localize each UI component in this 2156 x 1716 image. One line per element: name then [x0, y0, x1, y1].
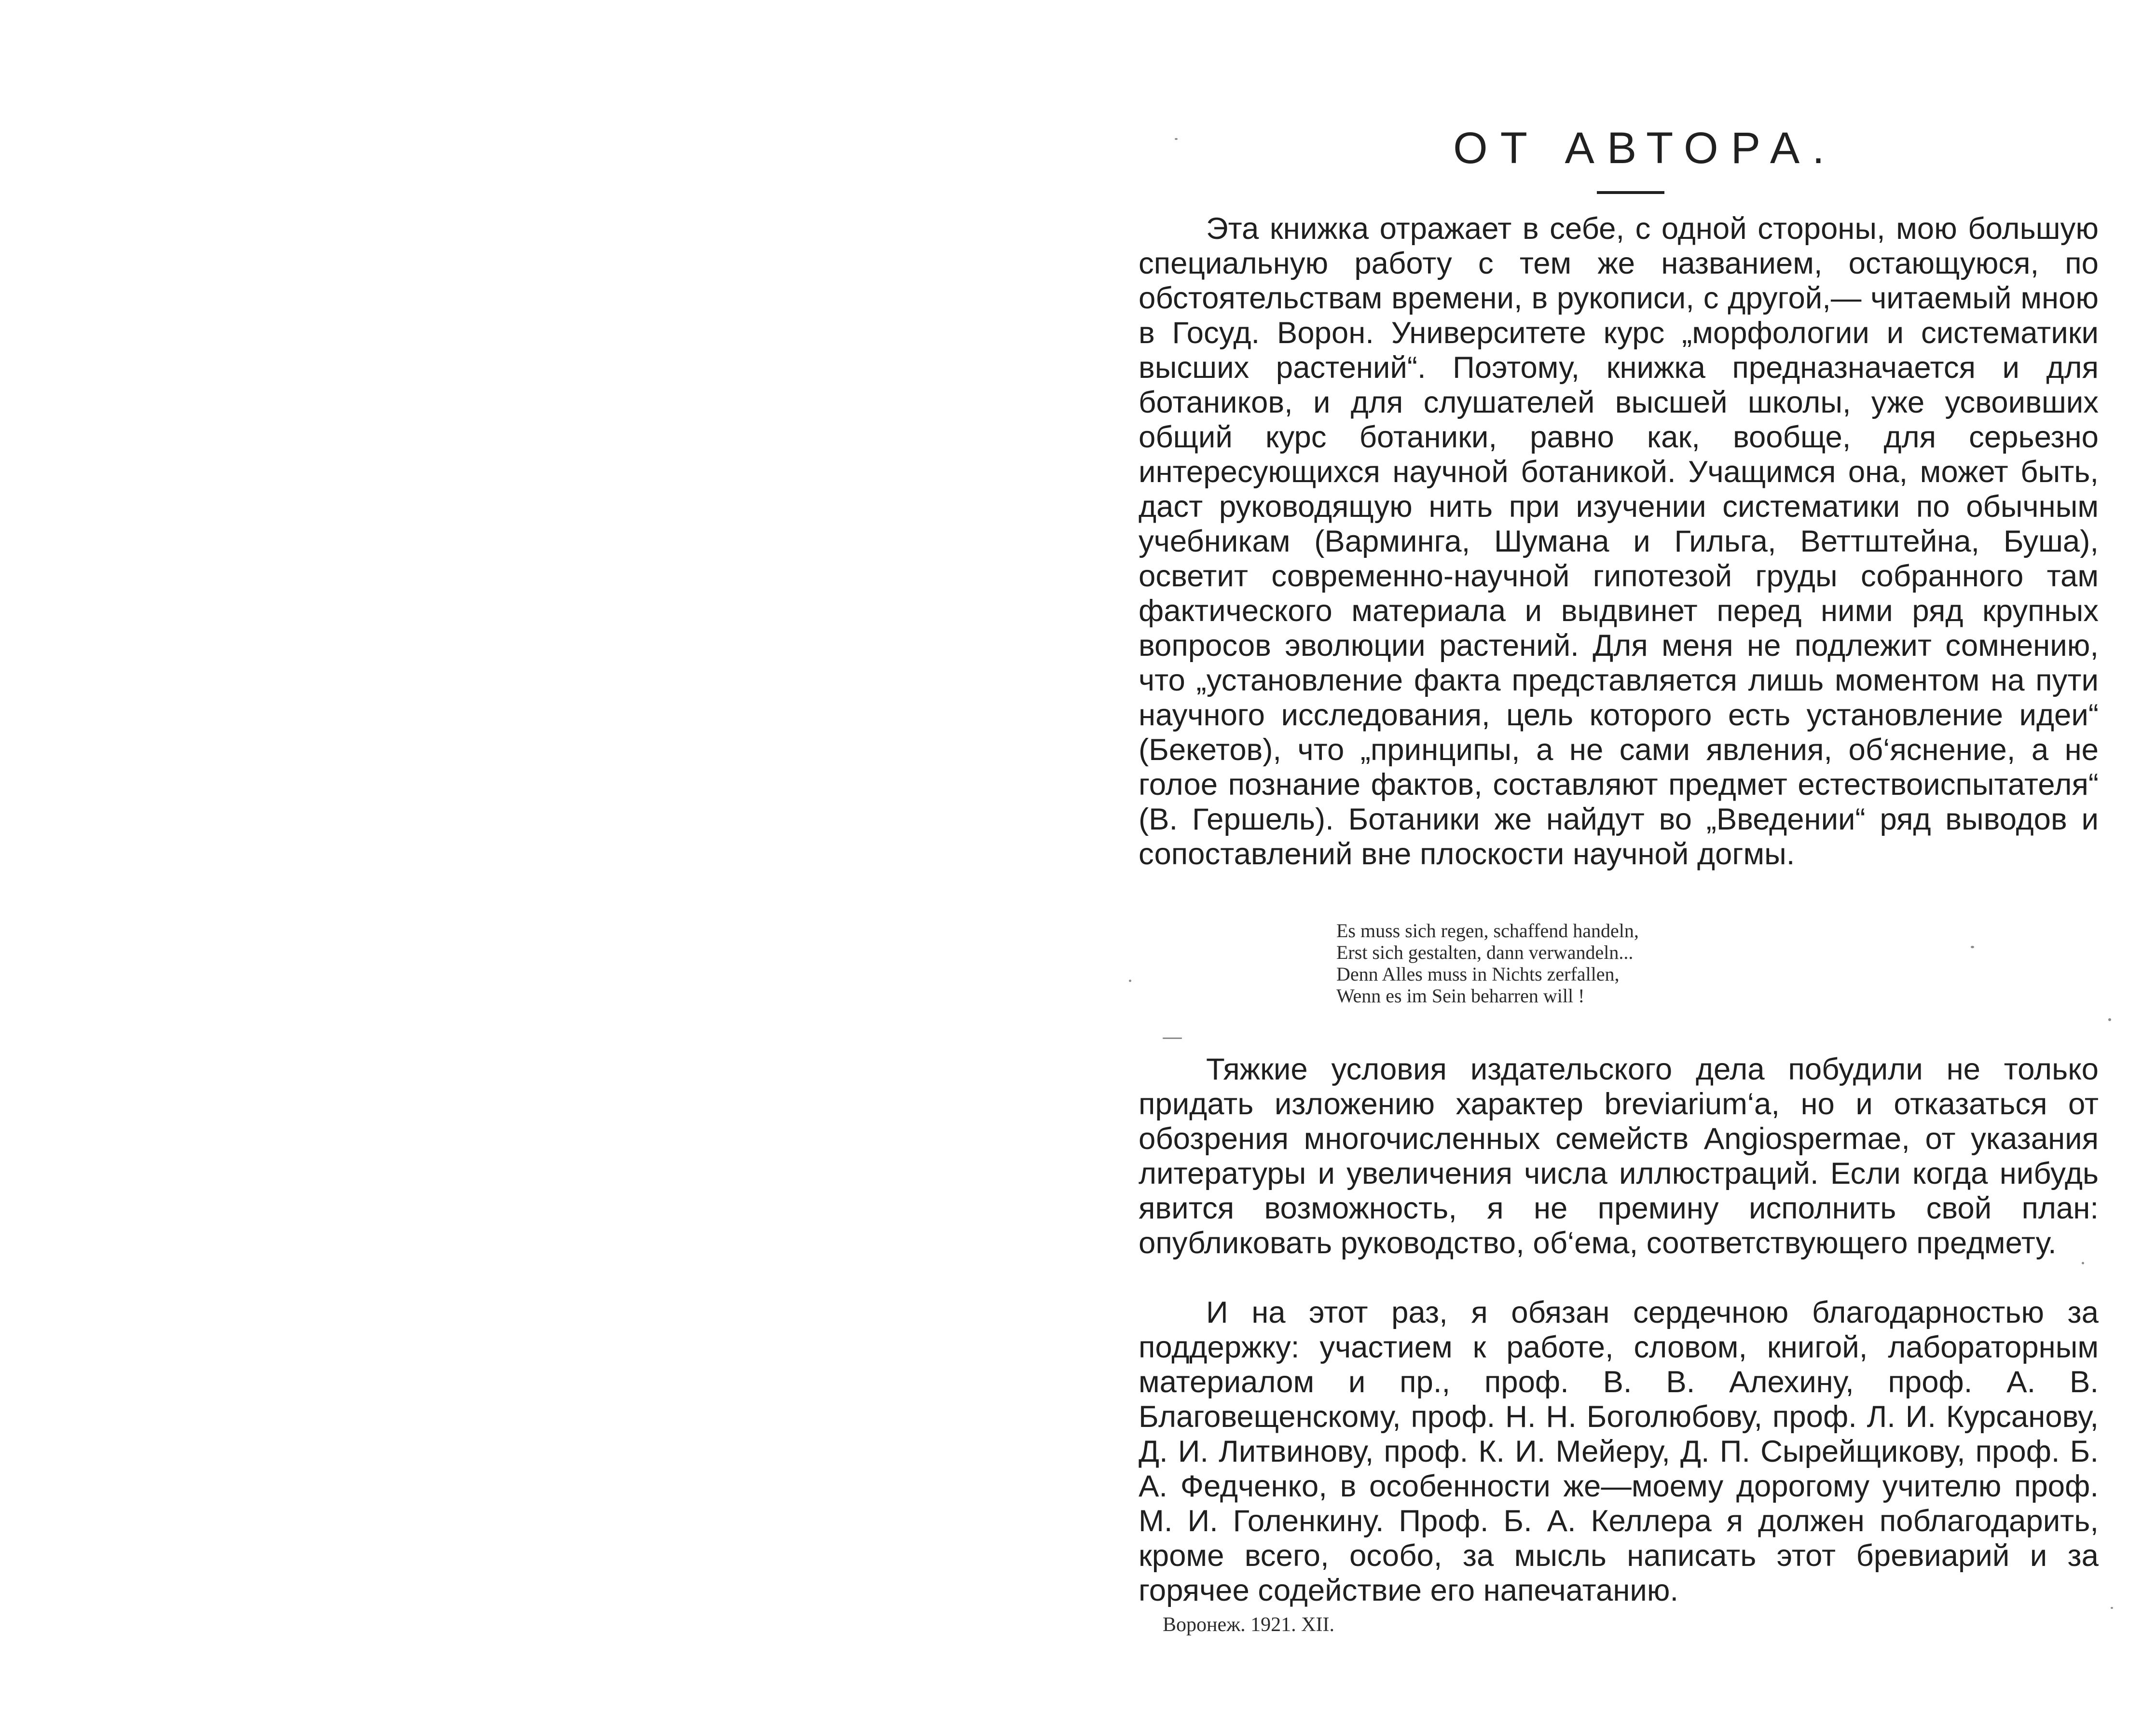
poem-line: Erst sich gestalten, dann verwandeln...: [1336, 941, 1634, 963]
poem-line: Wenn es im Sein beharren will !: [1336, 985, 1585, 1007]
scan-speck: [1163, 1038, 1182, 1039]
title-underline: [1597, 191, 1664, 194]
place-date-signature: Воронеж. 1921. XII.: [1163, 1614, 1334, 1636]
paragraph-intro: Эта книжка отражает в себе, с одной стороны, мою большую специальную работу с тем же названием, остающуюся, по обстоятельствам времени, в рукописи, с другой,— читаемый мною в Госуд. Ворон. Университете курс „морфологии и систематики высших растений“. Поэтому, книжка предназначается и для ботаников, и для слушателей высшей школы, уже усвоивших общий курс ботаники, равно как, вообще, для серьезно интересующихся научной ботаникой. Учащимся она, может быть, даст руководящую нить при изучении систематики по обычным учебникам (Варминга, Шумана и Гильга, Веттштейна, Буша), осветит современно-научной гипотезой груды собранного там фактического материала и выдвинет перед ними ряд крупных вопросов эволюции растений. Для меня не подлежит сомнению, что „установление факта представляется лишь моментом на пути научного исследования, цель которого есть установление идеи“ (Бекетов), что „принципы, а не сами явления, об‘яснение, а не голое познание фактов, составляют предмет естествоиспытателя“ (В. Гершель). Ботаники же найдут во „Введении“ ряд выводов и сопоставлений вне плоскости научной догмы.: [1139, 212, 2099, 871]
scan-speck: [1129, 980, 1131, 982]
page-title: ОТ АВТОРА.: [1453, 124, 1837, 173]
poem-line: Es muss sich regen, schaffend handeln,: [1336, 920, 1639, 941]
blank-left-page: [0, 0, 1076, 1716]
poem-line: Denn Alles muss in Nichts zerfallen,: [1336, 963, 1620, 985]
poem-epigraph: [1336, 920, 1819, 1007]
scan-speck: [1175, 138, 1178, 140]
paragraph-publishing: Тяжкие условия издательского дела побудили не только придать изложению характер breviarium‘a, но и отказаться от обозрения многочисленных семейств Angiospermae, от указания литературы и увеличения числа иллюстраций. Если когда нибудь явится возможность, я не премину исполнить свой план: опубликовать руководство, об‘ема, соответствующего предмету.: [1139, 1052, 2099, 1260]
scan-speck: [2108, 1018, 2111, 1021]
scan-speck: [2082, 1262, 2084, 1264]
paragraph-acknowledgements: И на этот раз, я обязан сердечною благодарностью за поддержку: участием к работе, словом, книгой, лабораторным материалом и пр., проф. В. В. Алехину, проф. А. В. Благовещенскому, проф. Н. Н. Боголюбову, проф. Л. И. Курсанову, Д. И. Литвинову, проф. К. И. Мейеру, Д. П. Сырейщикову, проф. Б. А. Федченко, в особенности же—моему дорогому учителю проф. М. И. Голенкину. Проф. Б. А. Келлера я должен поблагодарить, кроме всего, особо, за мысль написать этот бревиарий и за горячее содействие его напечатанию.: [1139, 1296, 2099, 1607]
scan-speck: [1971, 946, 1974, 948]
scan-speck: [2111, 1607, 2113, 1609]
